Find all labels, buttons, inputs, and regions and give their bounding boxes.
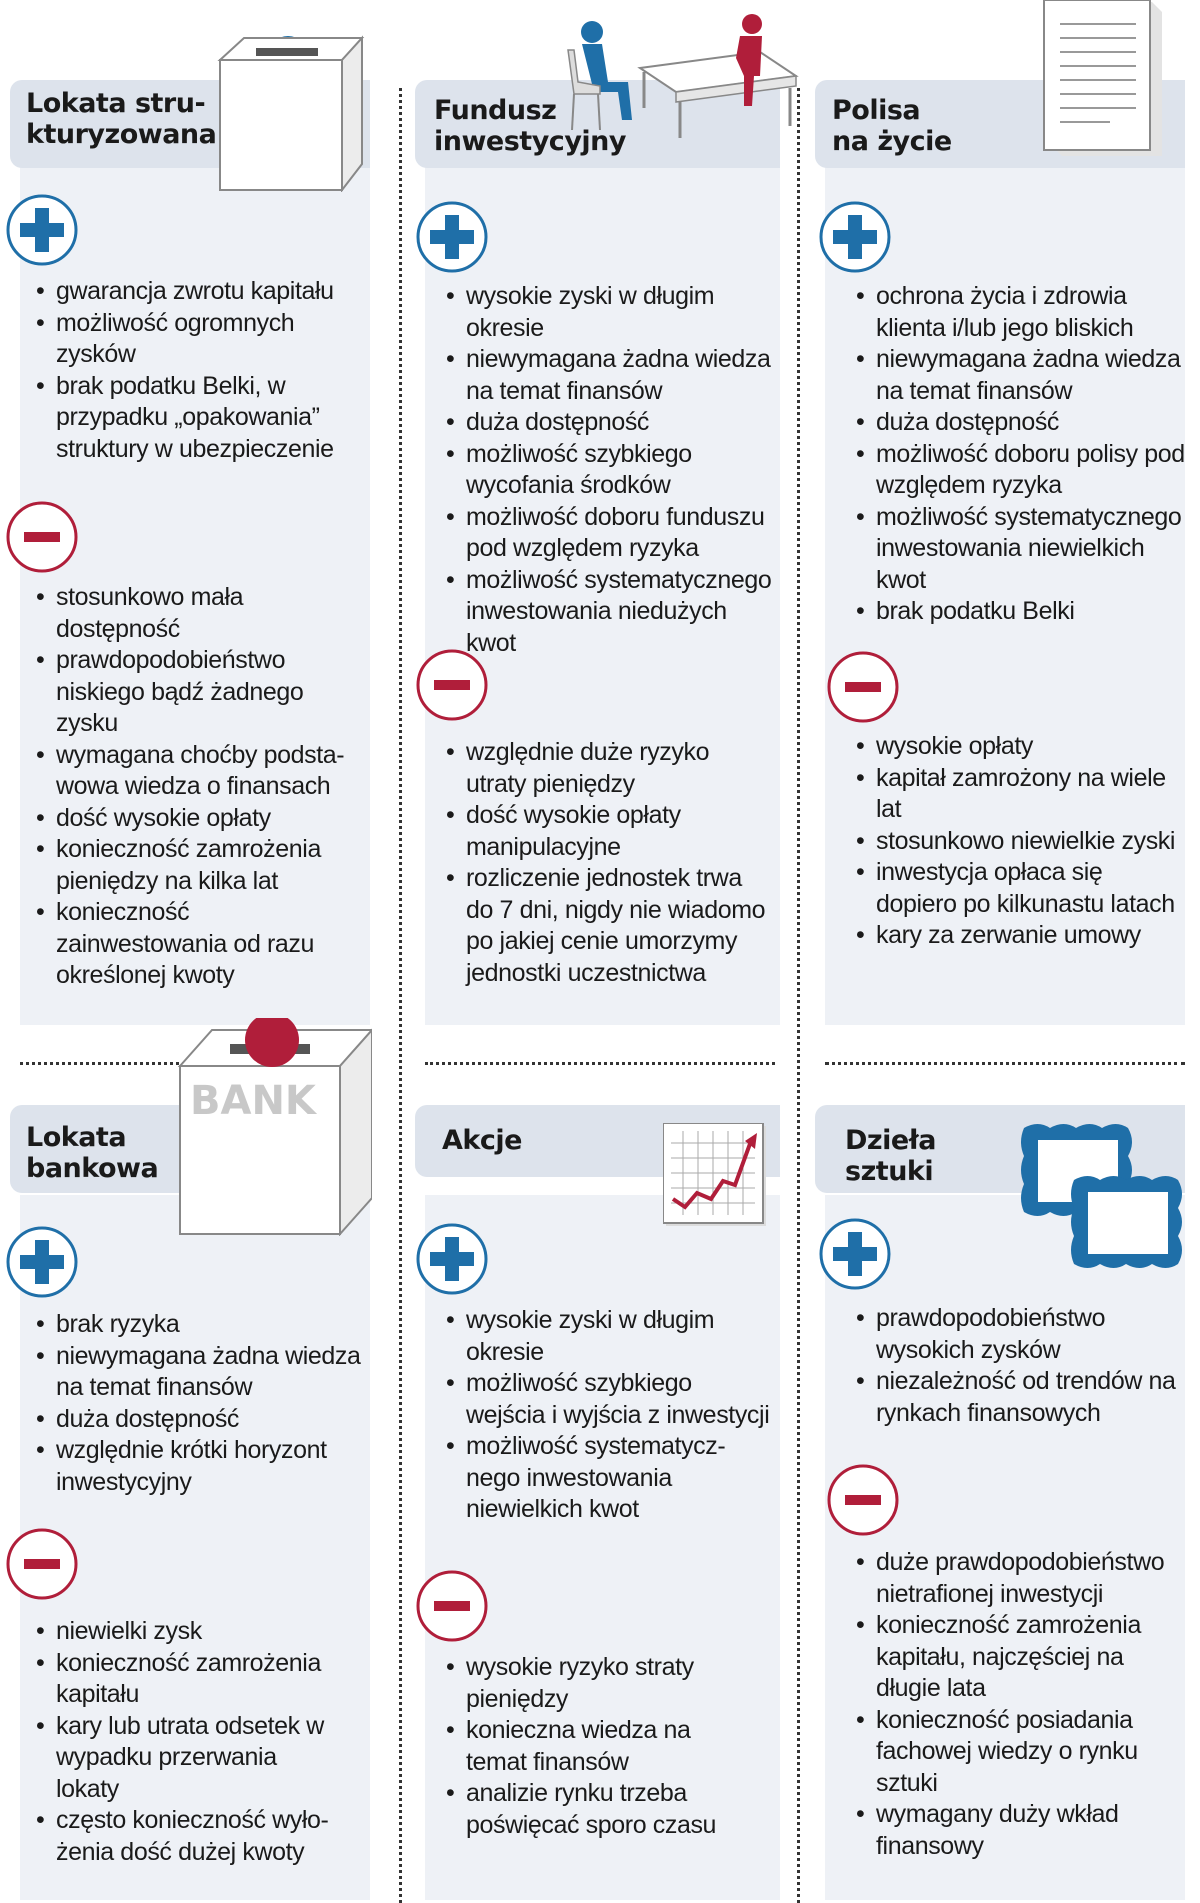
pros-list: [36, 1309, 366, 1498]
list-item: • analizie rynku trzeba poświęcać sporo czasu: [446, 1778, 746, 1841]
art-frames-illustration: [1020, 1118, 1190, 1288]
card-title-lokata-strukturyzowana: Lokata stru- kturyzowana: [26, 88, 217, 150]
bank-box-illustration: [172, 1018, 372, 1236]
list-item: • względnie duże ryzyko utraty pieniędzy: [446, 737, 766, 800]
list-item: • dość wysokie opłaty manipulacyjne: [446, 800, 766, 863]
cons-list: [446, 737, 766, 989]
pros-list: [856, 1303, 1186, 1429]
list-item: • niewymagana żadna wiedza na temat finansów: [36, 1341, 366, 1404]
list-item: • możliwość szybkiego wejścia i wyjścia z inwestycji: [446, 1368, 776, 1431]
list-item: • konieczna wiedza na temat finansów: [446, 1715, 746, 1778]
plus-circle-icon: [412, 1219, 492, 1299]
list-item: • dość wysokie opłaty: [36, 803, 366, 835]
list-item: • możliwość szybkiego wycofania środków: [446, 439, 776, 502]
row-separator: [425, 1062, 775, 1065]
list-item: • konieczność zainwestowania od razu określonej kwoty: [36, 897, 366, 992]
list-item: • prawdopodobieństwo wysokich zysków: [856, 1303, 1186, 1366]
row-separator: [825, 1062, 1185, 1065]
cons-list: [446, 1652, 746, 1841]
list-item: • kapitał zamrożony na wiele lat: [856, 763, 1186, 826]
list-item: • wysokie zyski w długim okresie: [446, 1305, 776, 1368]
minus-circle-icon: [823, 647, 903, 727]
list-item: • wymagany duży wkład finansowy: [856, 1799, 1186, 1862]
list-item: • konieczność zamrożenia kapitału, najczęściej na długie lata: [856, 1610, 1186, 1705]
list-item: • wysokie opłaty: [856, 731, 1186, 763]
cons-list: [856, 731, 1186, 952]
list-item: • niezależność od trendów na rynkach finansowych: [856, 1366, 1186, 1429]
cons-list: [856, 1547, 1186, 1862]
list-item: • ochrona życia i zdrowia klienta i/lub jego bliskich: [856, 281, 1186, 344]
minus-circle-icon: [2, 1524, 82, 1604]
stock-chart-illustration: [663, 1123, 769, 1229]
list-item: • możliwość systematycznego inwestowania niedużych kwot: [446, 565, 776, 660]
list-item: • rozliczenie jednostek trwa do 7 dni, nigdy nie wiadomo po jakiej cenie umorzymy jednostki uczestnictwa: [446, 863, 766, 989]
list-item: • kary lub utrata odsetek w wypadku przerwania lokaty: [36, 1711, 346, 1806]
list-item: • duże prawdopodobieństwo nietrafionej inwestycji: [856, 1547, 1186, 1610]
list-item: • prawdopodobieństwo niskiego bądź żadnego zysku: [36, 645, 366, 740]
card-title-lokata-bankowa: Lokata bankowa: [26, 1122, 159, 1184]
card-title-akcje: Akcje: [442, 1125, 522, 1156]
cons-list: [36, 1616, 346, 1868]
list-item: • względnie krótki horyzont inwestycyjny: [36, 1435, 366, 1498]
list-item: • możliwość systematycz-nego inwestowania niewielkich kwot: [446, 1431, 776, 1526]
list-item: • niewymagana żadna wiedza na temat finansów: [446, 344, 776, 407]
list-item: • stosunkowo niewielkie zyski: [856, 826, 1186, 858]
plus-circle-icon: [2, 1222, 82, 1302]
minus-circle-icon: [412, 1566, 492, 1646]
list-item: • niewymagana żadna wiedza na temat finansów: [856, 344, 1186, 407]
ballot-box-illustration: [212, 32, 367, 192]
list-item: • możliwość ogromnych zysków: [36, 308, 366, 371]
list-item: • stosunkowo mała dostępność: [36, 582, 366, 645]
list-item: • konieczność zamrożenia kapitału: [36, 1648, 346, 1711]
list-item: • możliwość doboru polisy pod względem ryzyka: [856, 439, 1186, 502]
list-item: • możliwość doboru funduszu pod względem ryzyka: [446, 502, 776, 565]
minus-circle-icon: [823, 1460, 903, 1540]
pros-list: [856, 281, 1186, 628]
pros-list: [446, 281, 776, 659]
column-separator: [797, 88, 800, 1903]
list-item: • konieczność posiadania fachowej wiedzy o rynku sztuki: [856, 1705, 1186, 1800]
plus-circle-icon: [815, 1214, 895, 1294]
list-item: • duża dostępność: [856, 407, 1186, 439]
pros-list: [446, 1305, 776, 1526]
card-title-polisa-na-zycie: Polisa na życie: [832, 95, 952, 157]
list-item: • gwarancja zwrotu kapitału: [36, 276, 366, 308]
bank-label: BANK: [190, 1078, 316, 1124]
list-item: • wymagana choćby podsta-wowa wiedza o finansach: [36, 740, 366, 803]
list-item: • możliwość systematycznego inwestowania niewielkich kwot: [856, 502, 1186, 597]
list-item: • często konieczność wyło-żenia dość dużej kwoty: [36, 1805, 346, 1868]
list-item: • duża dostępność: [446, 407, 776, 439]
list-item: • niewielki zysk: [36, 1616, 346, 1648]
list-item: • brak podatku Belki, w przypadku „opakowania” struktury w ubezpieczenie: [36, 371, 366, 466]
cons-list: [36, 582, 366, 992]
pros-list: [36, 276, 366, 465]
plus-circle-icon: [412, 197, 492, 277]
list-item: • wysokie zyski w długim okresie: [446, 281, 776, 344]
list-item: • duża dostępność: [36, 1404, 366, 1436]
list-item: • kary za zerwanie umowy: [856, 920, 1186, 952]
minus-circle-icon: [2, 497, 82, 577]
card-title-fundusz-inwestycyjny: Fundusz inwestycyjny: [434, 95, 626, 157]
list-item: • wysokie ryzyko straty pieniędzy: [446, 1652, 746, 1715]
column-separator: [399, 88, 402, 1903]
list-item: • inwestycja opłaca się dopiero po kilkunastu latach: [856, 857, 1186, 920]
plus-circle-icon: [815, 197, 895, 277]
list-item: • brak podatku Belki: [856, 596, 1186, 628]
document-illustration: [1040, 0, 1165, 158]
plus-circle-icon: [2, 190, 82, 270]
list-item: • konieczność zamrożenia pieniędzy na kilka lat: [36, 834, 366, 897]
card-title-dziela-sztuki: Dzieła sztuki: [845, 1125, 936, 1187]
list-item: • brak ryzyka: [36, 1309, 366, 1341]
